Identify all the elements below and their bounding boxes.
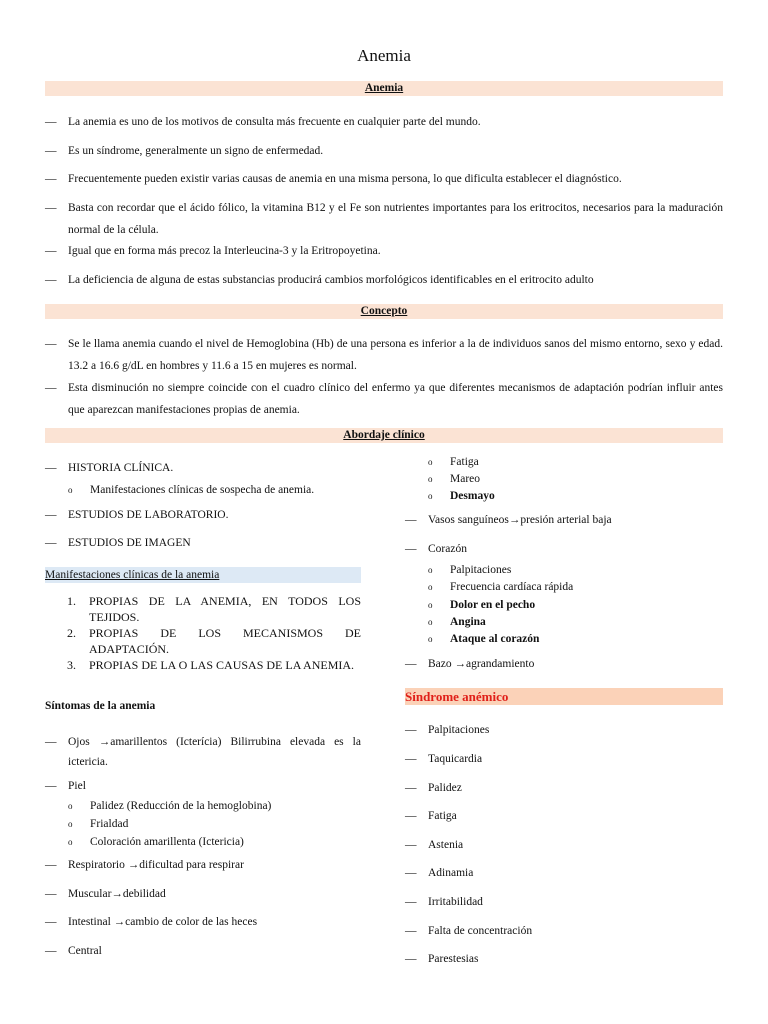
- sub-bullet: o Fatiga: [428, 456, 479, 468]
- numbered-item: 2. PROPIAS DE LOS MECANISMOS DE ADAPTACIÓN.: [67, 626, 361, 656]
- list-item: — Parestesias: [405, 953, 479, 965]
- list-item: — Adinamia: [405, 867, 474, 879]
- list-item: — Palidez: [405, 782, 462, 794]
- sub-bullet: o Ataque al corazón: [428, 633, 540, 645]
- sub-bullet: o Desmayo: [428, 490, 495, 502]
- list-item: — Falta de concentración: [405, 925, 533, 937]
- list-item: — Fatiga: [405, 810, 457, 822]
- sub-bullet: o Angina: [428, 616, 486, 628]
- sub-bullet: o Frialdad: [68, 818, 129, 830]
- section-header-anemia: Anemia: [45, 81, 723, 96]
- list-item: — HISTORIA CLÍNICA.: [45, 462, 174, 474]
- list-item: — Bazo →agrandamiento: [405, 658, 535, 670]
- list-item: — Intestinal →cambio de color de las heces: [45, 916, 258, 928]
- sub-bullet: o Coloración amarillenta (Ictericia): [68, 836, 244, 848]
- list-item: — Esta disminución no siempre coincide con el cuadro clínico del enfermo ya que diferentes mecanismos de adaptación podrían influir antes que aparezcan manifestaciones propias de anemia.: [45, 382, 723, 416]
- list-item: — La anemia es uno de los motivos de consulta más frecuente en cualquier parte del mundo.: [45, 116, 481, 128]
- sub-bullet: o Dolor en el pecho: [428, 599, 536, 611]
- list-item: — Se le llama anemia cuando el nivel de Hemoglobina (Hb) de una persona es inferior a la de individuos sanos del mismo entorno, sexo y edad. 13.2 a 16.6 g/dL en hombres y 11.6 a 15 en mujeres es normal.: [45, 338, 723, 372]
- list-item: — Corazón: [405, 543, 467, 555]
- list-item: — Vasos sanguíneos→presión arterial baja: [405, 514, 612, 526]
- list-item: — ESTUDIOS DE LABORATORIO.: [45, 509, 229, 521]
- list-item: — La deficiencia de alguna de estas substancias producirá cambios morfológicos identificables en el eritrocito adulto: [45, 274, 594, 286]
- sindrome-heading: Síndrome anémico: [405, 688, 723, 705]
- numbered-list: [45, 594, 361, 675]
- list-item: — Basta con recordar que el ácido fólico, la vitamina B12 y el Fe son nutrientes importantes para los eritrocitos, necesarios para la maduración normal de la célula.: [45, 202, 723, 236]
- sub-bullet: o Palidez (Reducción de la hemoglobina): [68, 800, 272, 812]
- numbered-item: 3. PROPIAS DE LA O LAS CAUSAS DE LA ANEMIA.: [67, 658, 355, 672]
- list-item: — Taquicardia: [405, 753, 483, 765]
- sub-bullet: o Mareo: [428, 473, 481, 485]
- list-item: — Central: [45, 945, 102, 957]
- sintomas-heading: Síntomas de la anemia: [45, 700, 156, 712]
- numbered-item: 1. PROPIAS DE LA ANEMIA, EN TODOS LOS TEJIDOS.: [67, 594, 361, 624]
- sub-bullet: o Frecuencia cardíaca rápida: [428, 581, 574, 593]
- list-item: — Piel: [45, 780, 86, 792]
- list-item: — Es un síndrome, generalmente un signo de enfermedad.: [45, 145, 324, 157]
- section-header-abordaje: Abordaje clínico: [45, 428, 723, 443]
- list-item: — Igual que en forma más precoz la Interleucina-3 y la Eritropoyetina.: [45, 245, 381, 257]
- sub-bullet: o Palpitaciones: [428, 564, 512, 576]
- list-item: — Irritabilidad: [405, 896, 483, 908]
- list-item: — Muscular→debilidad: [45, 888, 166, 900]
- list-item: — Ojos →amarillentos (Icterícia) Bilirrubina elevada es la ictericia.: [45, 736, 361, 768]
- list-item: — Palpitaciones: [405, 724, 490, 736]
- manifestaciones-heading: Manifestaciones clínicas de la anemia: [45, 567, 361, 583]
- page-title: Anemia: [357, 46, 411, 65]
- list-item: — ESTUDIOS DE IMAGEN: [45, 537, 191, 549]
- list-item: — Respiratorio →dificultad para respirar: [45, 859, 244, 871]
- list-item: — Frecuentemente pueden existir varias causas de anemia en una misma persona, lo que dificulta establecer el diagnóstico.: [45, 173, 622, 185]
- list-item: — Astenia: [405, 839, 464, 851]
- sub-bullet: o Manifestaciones clínicas de sospecha de anemia.: [68, 484, 315, 496]
- section-header-concepto: Concepto: [45, 304, 723, 319]
